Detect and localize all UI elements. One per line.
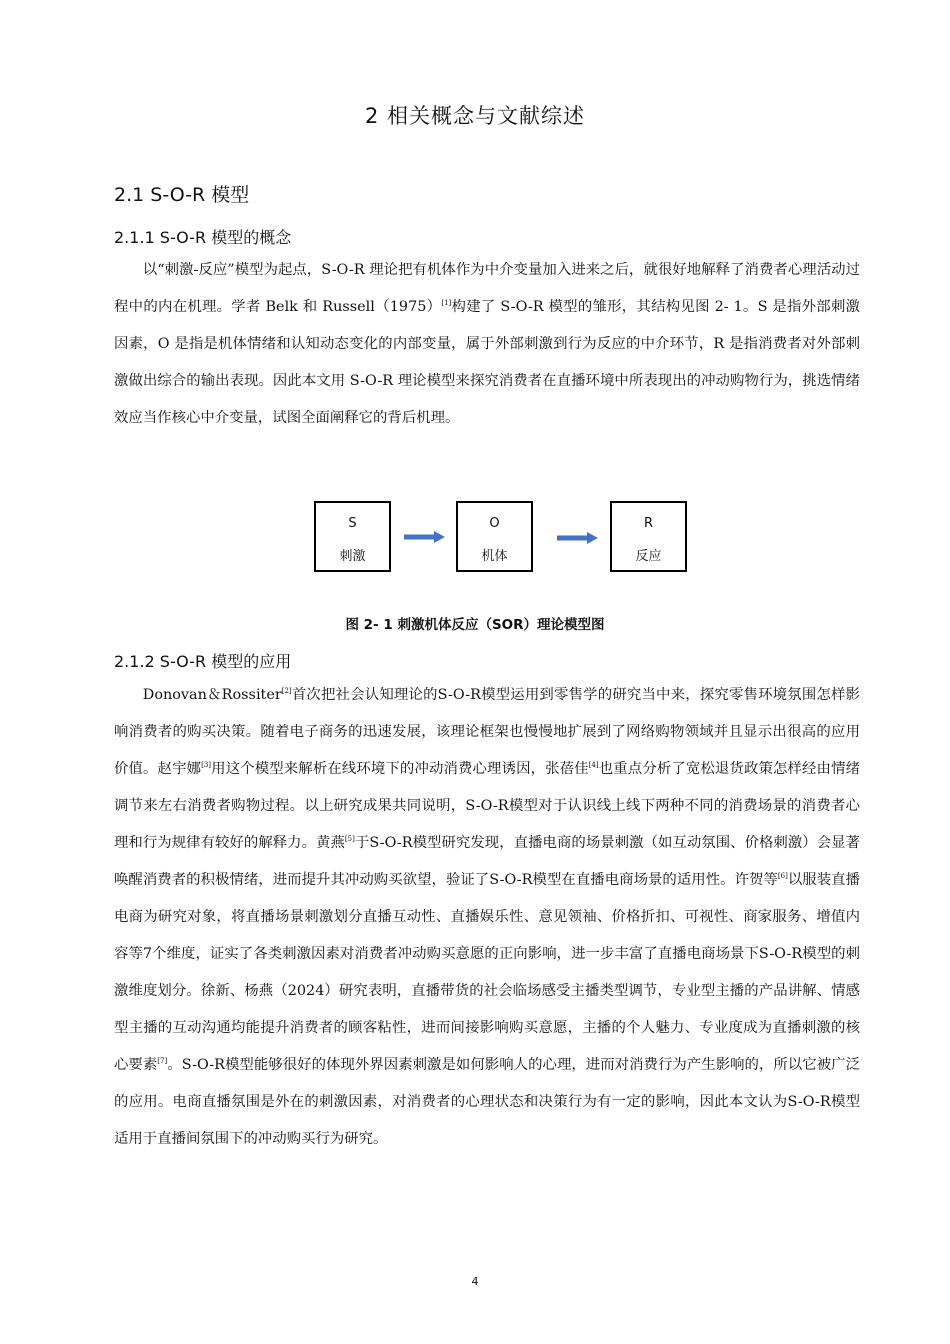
paragraph-sor-application: [114, 677, 860, 1158]
section-heading-2-1: 2.1 S-O-R 模型: [114, 184, 250, 206]
citation-ref: [7]: [157, 1057, 168, 1065]
paragraph-text: 也重点分析了宽松退货政策怎样经由情绪调节来左右消费者购物过程。以上研究成果共同说明，S-O-R模型对于认识线上线下两种不同的消费场景的消费者心理和行为规律有较好的解释力。黄燕: [114, 761, 860, 851]
arrow-s-to-o: [404, 531, 445, 543]
paragraph-text: 以服装直播电商为研究对象，将直播场景刺激划分直播互动性、直播娱乐性、意见领袖、价格折扣、可视性、商家服务、增值内容等7个维度，证实了各类刺激因素对消费者冲动购买意愿的正向影响，进一步丰富了直播电商场景下S-O-R模型的刺激维度划分。徐新、杨燕（2024）研究表明，直播带货的社会临场感受主播类型调节，专业型主播的产品讲解、情感型主播的互动沟通均能提升消费者的顾客粘性，进而间接影响购买意愿，主播的个人魅力、专业度成为直播刺激的核心要素: [114, 872, 860, 1073]
paragraph-text: 。S-O-R模型能够很好的体现外界因素刺激是如何影响人的心理，进而对消费行为产生影响的，所以它被广泛的应用。电商直播氛围是外在的刺激因素，对消费者的心理状态和决策行为有一定的影响，因此本文认为S-O-R模型适用于直播间氛围下的冲动购买行为研究。: [114, 1057, 860, 1147]
paragraph-text: 用这个模型来解析在线环境下的冲动消费心理诱因，张蓓佳: [211, 761, 589, 777]
chapter-title: 2 相关概念与文献综述: [364, 104, 586, 128]
paragraph-text: 首次把社会认知理论的S-O-R模型运用到零售学的研究当中来，探究零售环境氛围怎样影响消费者的购买决策。随着电子商务的迅速发展，该理论框架也慢慢地扩展到了网络购物领域并且显示出很高的应用价值。赵宇娜: [114, 687, 860, 777]
box-response: [610, 501, 687, 572]
paragraph-sor-concept: [114, 252, 860, 437]
citation-ref: [2]: [281, 687, 292, 695]
paragraph-text: Donovan＆Rossiter: [142, 687, 282, 703]
box-letter: R: [643, 516, 654, 531]
box-label: 反应: [635, 549, 662, 564]
page-number: 4: [471, 1275, 479, 1288]
section-heading-2-1-2: 2.1.2 S-O-R 模型的应用: [114, 652, 292, 671]
paragraph-text: 构建了 S-O-R 模型的雏形，其结构见图 2- 1。S 是指外部刺激因素，O 是指是机体情绪和认知动态变化的内部变量，属于外部刺激到行为反应的中介环节，R 是指消费者对外部刺激做出综合的输出表现。因此本文用 S-O-R 理论模型来探究消费者在直播环境中所表现出的冲动购物行为，挑选情绪效应当作核心中介变量，试图全面阐释它的背后机理。: [114, 299, 860, 426]
citation-ref: [3]: [201, 761, 212, 769]
box-label: 刺激: [339, 549, 366, 564]
figure-caption: 图 2- 1 刺激机体反应（SOR）理论模型图: [345, 617, 605, 633]
paragraph-text: 以“刺激-反应”模型为起点，S-O-R 理论把有机体作为中介变量加入进来之后，就很好地解释了消费者心理活动过程中的内在机理。学者 Belk 和 Russell（1975）: [114, 262, 860, 315]
box-letter: O: [489, 516, 500, 531]
citation-ref: [4]: [588, 761, 599, 769]
box-label: 机体: [481, 549, 508, 564]
box-stimulus: [314, 501, 391, 572]
section-heading-2-1-1: 2.1.1 S-O-R 模型的概念: [114, 228, 292, 247]
box-organism: [456, 501, 533, 572]
box-letter: S: [348, 516, 357, 531]
citation-ref: [5]: [344, 835, 355, 843]
arrow-o-to-r: [557, 532, 598, 544]
paragraph-text: 于S-O-R模型研究发现，直播电商的场景刺激（如互动氛围、价格刺激）会显著唤醒消费者的积极情绪，进而提升其冲动购买欲望，验证了S-O-R模型在直播电商场景的适用性。许贺等: [114, 835, 860, 888]
citation-ref: [1]: [441, 299, 452, 307]
citation-ref: [6]: [777, 872, 788, 880]
